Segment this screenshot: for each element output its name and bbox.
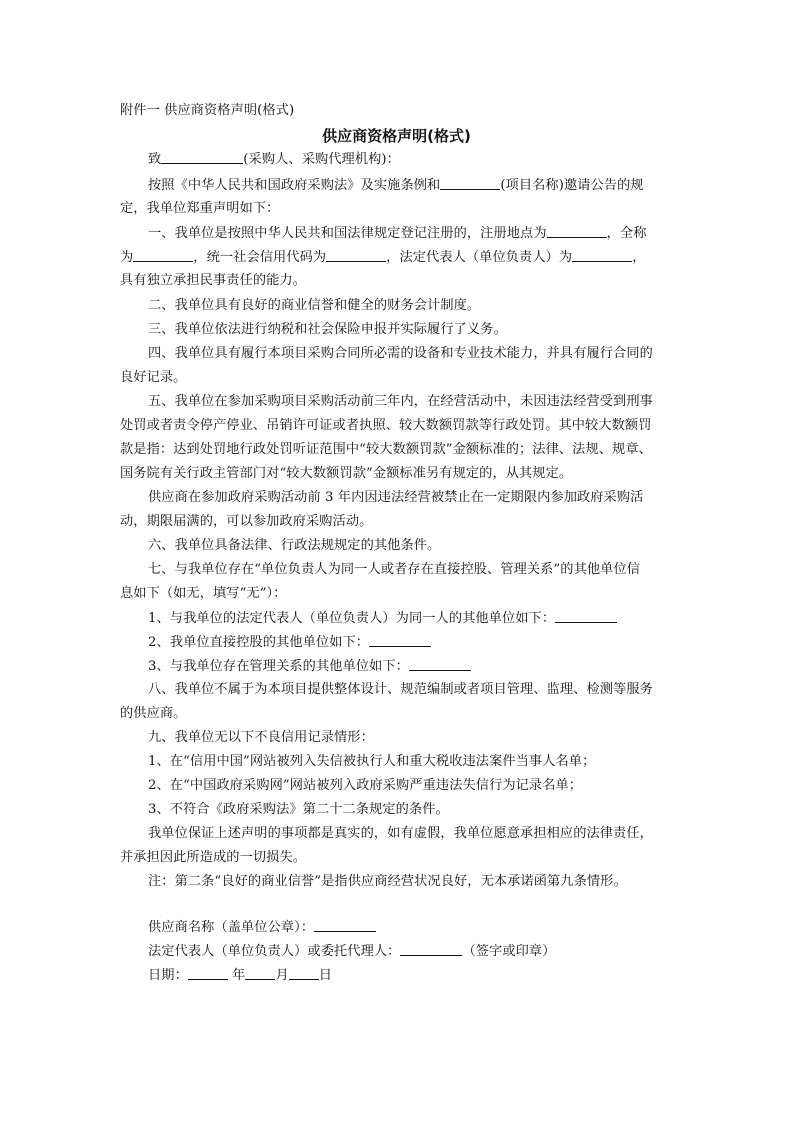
item4-line-1: 四、我单位具有履行本项目采购合同所必需的设备和专业技术能力，并具有履行合同的 [148,346,653,361]
item1-text-a: 一、我单位是按照中华人民共和国法律规定登记注册的，注册地点为 [148,226,547,241]
representative-line [148,942,708,960]
item2-line: 二、我单位具有良好的商业信誉和健全的财务会计制度。 [148,298,481,313]
intro-text-b: (项目名称)邀请公告的规 [500,178,644,193]
item5-line-2: 处罚或者责令停产停业、吊销许可证或者执照、较大数额罚款等行政处罚。其中较大数额罚 [120,418,652,433]
supplier-name-blank[interactable] [314,918,376,932]
item8-line-2: 的供应商。 [120,706,187,721]
item7-sub-3 [148,657,708,675]
intro-line-1 [148,176,708,194]
item7-sub-1-text: 1、与我单位的法定代表人（单位负责人）为同一人的其他单位如下： [148,611,556,626]
full-name-blank[interactable] [133,248,193,262]
intro-text-a: 按照《中华人民共和国政府采购法》及实施条例和 [148,178,441,193]
item1-text-b: ，全称 [606,226,647,241]
date-label: 日期： [148,968,188,983]
item1-text-f: ， [632,250,646,265]
project-name-blank[interactable] [440,176,500,190]
document-title: 供应商资格声明(格式) [322,127,471,145]
legal-rep-blank[interactable] [572,248,632,262]
month-blank[interactable] [245,966,275,980]
item7-sub-3-text: 3、与我单位存在管理关系的其他单位如下： [148,659,409,674]
item3-line: 三、我单位依法进行纳税和社会保险申报并实际履行了义务。 [148,322,507,337]
item9-sub-3: 3、不符合《政府采购法》第二十二条规定的条件。 [148,802,449,817]
controlled-units-blank[interactable] [369,633,431,647]
to-suffix: (采购人、采购代理机构)： [243,152,400,167]
item9-sub-1: 1、在“信用中国”网站被列入失信被执行人和重大税收违法案件当事人名单； [148,754,596,769]
item7-line-1: 七、与我单位存在“单位负责人为同一人或者存在直接控股、管理关系”的其他单位信 [148,562,641,577]
item7-line-2: 息如下（如无，填写“无”）： [120,586,287,601]
month-label: 月 [275,968,289,983]
signature-note: （签字或印章） [462,944,556,959]
guarantee-line-1: 我单位保证上述声明的事项都是真实的，如有虚假，我单位愿意承担相应的法律责任， [148,826,653,841]
note5-line-2: 动，期限届满的，可以参加政府采购活动。 [120,514,373,529]
date-line [148,966,708,984]
day-blank[interactable] [289,966,319,980]
item1-line-1 [148,224,708,242]
intro-line-2: 定，我单位郑重声明如下： [120,201,280,216]
same-rep-units-blank[interactable] [555,609,617,623]
item5-line-1: 五、我单位在参加采购项目采购活动前三年内，在经营活动中，未因违法经营受到刑事 [148,394,653,409]
item5-line-4: 国务院有关行政主管部门对“较大数额罚款”金额标准另有规定的，从其规定。 [120,466,573,481]
item9-line-1: 九、我单位无以下不良信用记录情形： [148,730,374,745]
item7-sub-2 [148,633,708,651]
year-blank[interactable] [188,966,228,980]
attachment-header: 附件一 供应商资格声明(格式) [120,103,295,118]
item7-sub-2-text: 2、我单位直接控股的其他单位如下： [148,635,370,650]
item5-line-3: 款是指：达到处罚地行政处罚听证范围中“较大数额罚款”金额标准的；法律、法规、规章、 [120,442,652,457]
item1-line-2 [120,248,680,266]
note5-line-1: 供应商在参加政府采购活动前 3 年内因违法经营被禁止在一定期限内参加政府采购活 [148,490,644,505]
item6-line: 六、我单位具备法律、行政法规规定的其他条件。 [148,538,441,553]
guarantee-line-2: 并承担因此所造成的一切损失。 [120,850,307,865]
item7-sub-1 [148,609,708,627]
item4-line-2: 良好记录。 [120,370,187,385]
note-line: 注：第二条“良好的商业信誉”是指供应商经营状况良好，无本承诺函第九条情形。 [148,874,627,889]
item1-line-3: 具有独立承担民事责任的能力。 [120,273,307,288]
addressee-line [148,150,708,168]
item1-text-e: ，法定代表人（单位负责人）为 [386,250,573,265]
registration-place-blank[interactable] [547,224,607,238]
credit-code-blank[interactable] [326,248,386,262]
item1-text-c: 为 [120,250,134,265]
item8-line-1: 八、我单位不属于为本项目提供整体设计、规范编制或者项目管理、监理、检测等服务 [148,682,653,697]
item9-sub-2: 2、在“中国政府采购网”网站被列入政府采购严重违法失信行为记录名单； [148,778,583,793]
year-label: 年 [232,968,246,983]
to-prefix: 致 [148,152,162,167]
day-label: 日 [318,968,333,983]
representative-blank[interactable] [400,942,462,956]
managed-units-blank[interactable] [409,657,471,671]
purchaser-blank[interactable] [161,150,243,164]
supplier-name-label: 供应商名称（盖单位公章）： [148,920,315,935]
supplier-name-line [148,918,708,936]
representative-label: 法定代表人（单位负责人）或委托代理人： [148,944,401,959]
item1-text-d: ，统一社会信用代码为 [193,250,327,265]
